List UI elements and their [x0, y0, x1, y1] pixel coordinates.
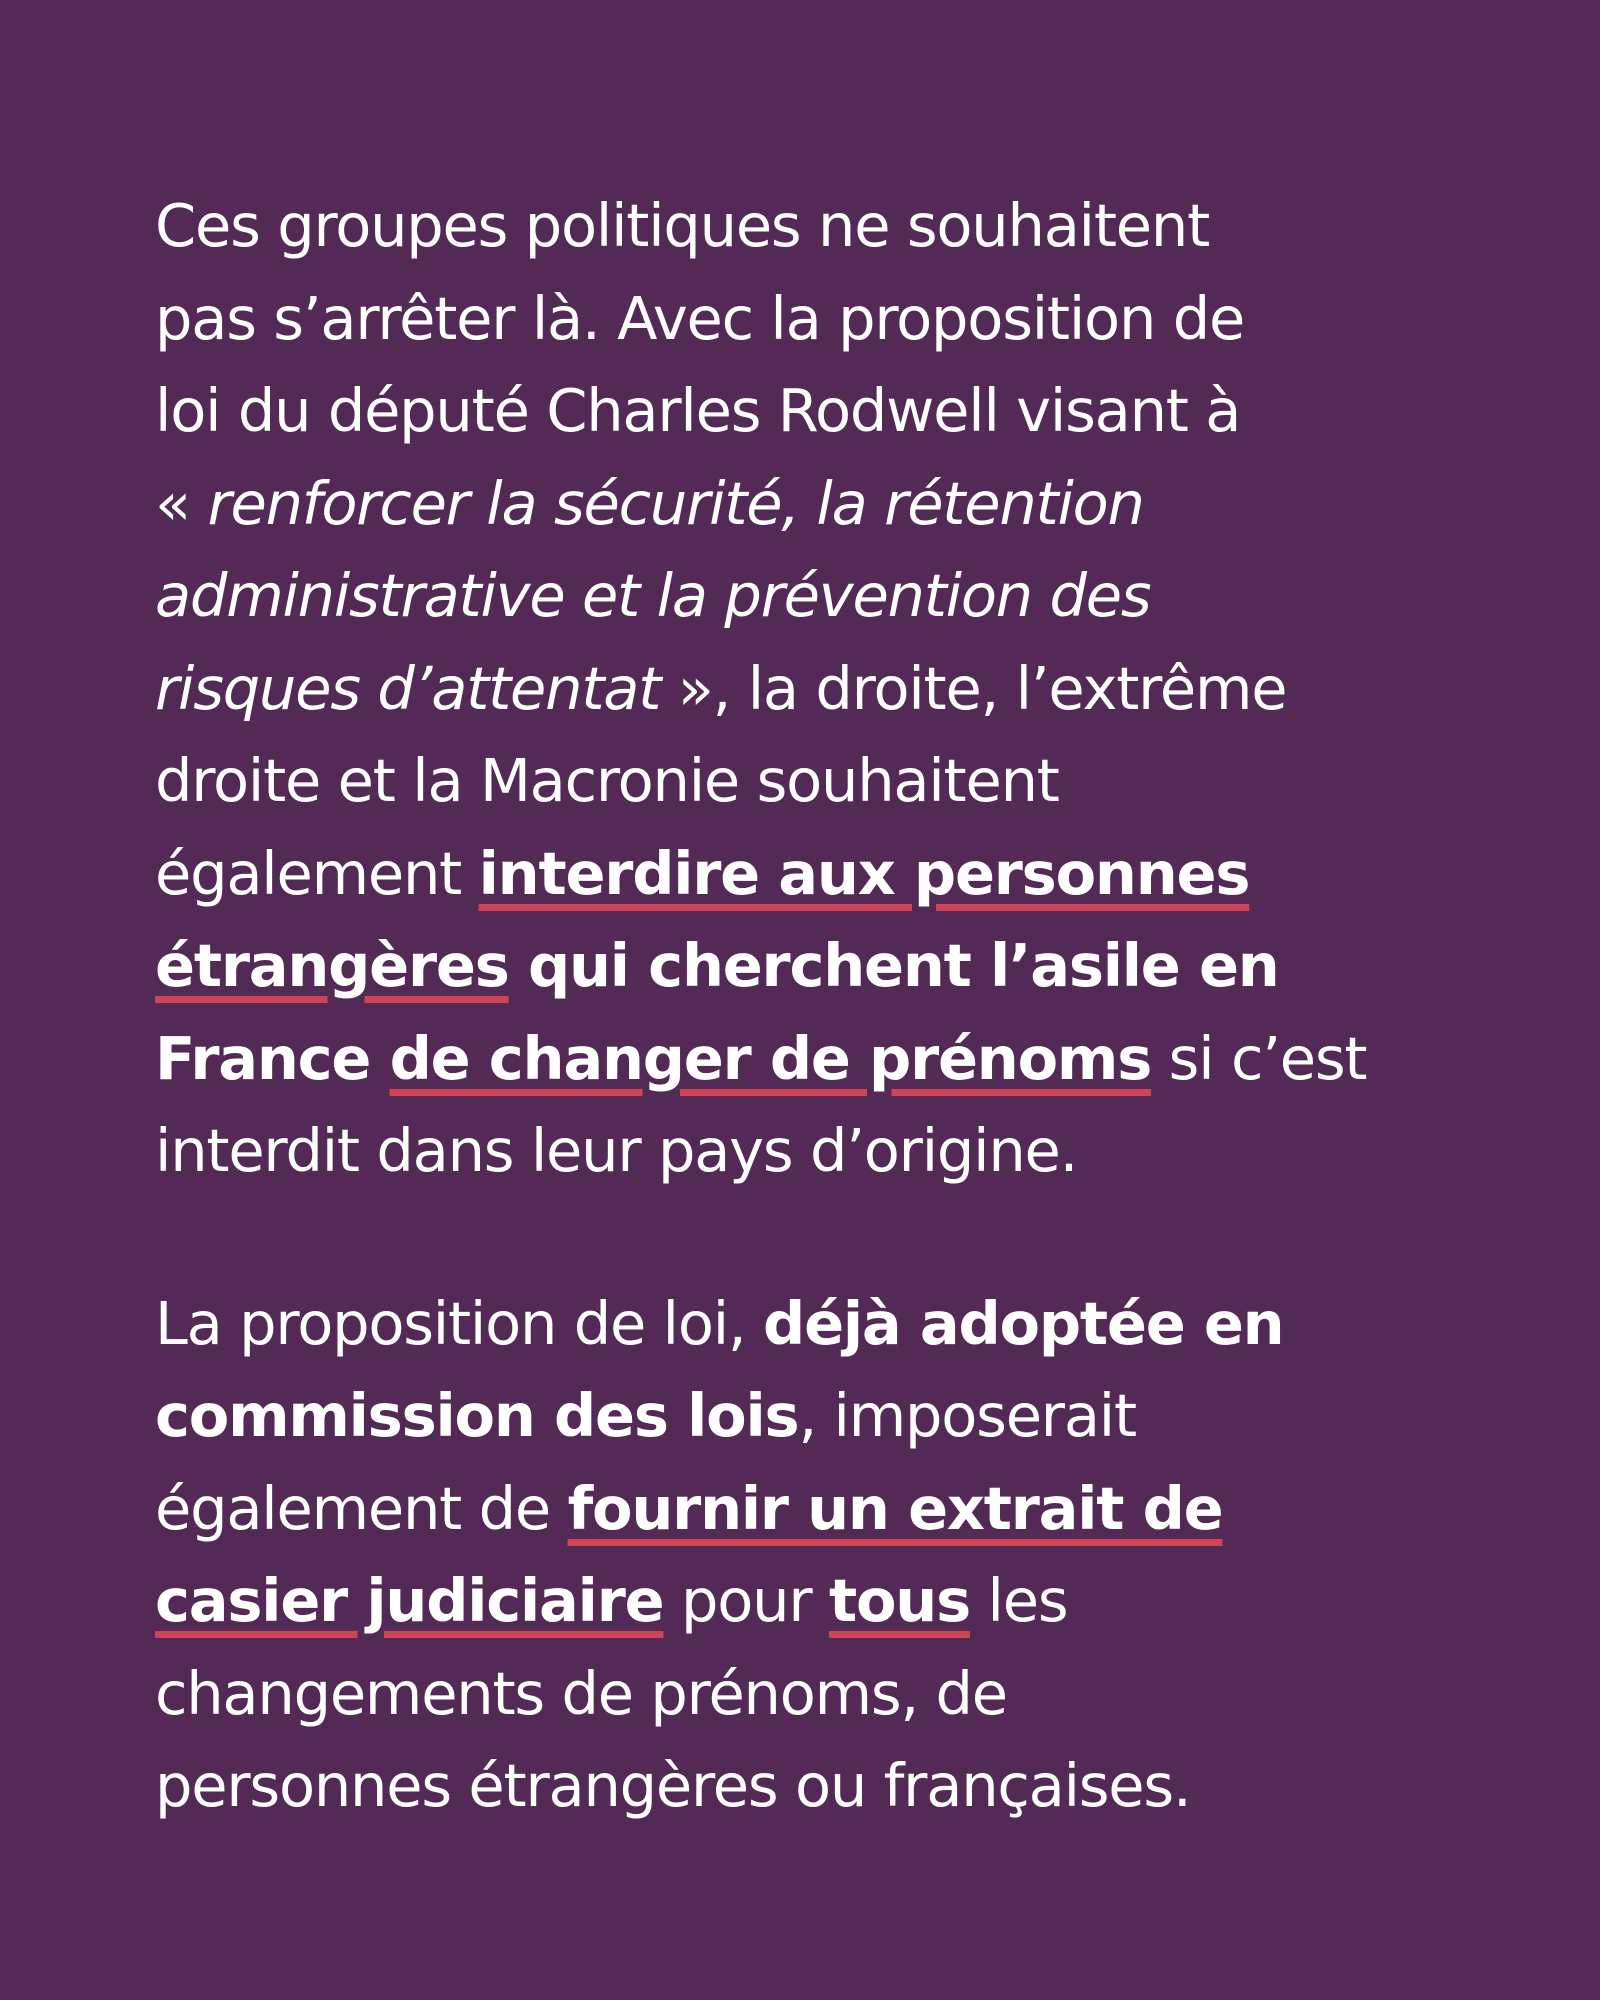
p1-line-3: loi du député Charles Rodwell visant à	[155, 376, 1241, 445]
p1-line-10	[155, 1024, 1366, 1093]
p2-line-1-plain: La proposition de loi,	[155, 1288, 764, 1358]
highlight-etrangeres: étrangères	[155, 931, 509, 1000]
article-text	[155, 180, 1455, 1833]
p2-line-2	[155, 1381, 1136, 1450]
p2-line-4-rest: les	[970, 1566, 1068, 1635]
highlight-extrait: fournir un extrait de	[567, 1473, 1223, 1543]
p2-line-6: personnes étrangères ou françaises.	[155, 1751, 1191, 1820]
p1-line-6	[155, 654, 1286, 723]
highlight-casier: casier judiciaire	[155, 1566, 664, 1635]
p2-line-3	[155, 1474, 1222, 1543]
quoted-text-1: renforcer la sécurité, la rétention	[207, 468, 1144, 538]
highlight-tous: tous	[828, 1566, 970, 1635]
p2-line-2-rest: , imposerait	[798, 1381, 1136, 1450]
p1-line-1: Ces groupes politiques ne souhaitent	[155, 191, 1210, 260]
bold-france: France	[155, 1023, 390, 1093]
p1-line-8-plain: également	[155, 838, 479, 908]
p1-line-9	[155, 931, 1279, 1000]
p1-line-10-rest: si c’est	[1151, 1023, 1367, 1093]
highlight-changer-prenoms: de changer de prénoms	[389, 1023, 1152, 1093]
quoted-text-2: administrative et la prévention des	[155, 561, 1151, 630]
paragraph-2	[155, 1278, 1455, 1833]
p2-line-4	[155, 1566, 1067, 1635]
p2-line-3-plain: également de	[155, 1473, 568, 1543]
p1-line-7: droite et la Macronie souhaitent	[155, 746, 1059, 815]
p1-line-6-rest: », la droite, l’extrême	[660, 653, 1287, 723]
highlight-interdire: interdire aux personnes	[478, 838, 1250, 908]
p1-line-2: pas s’arrêter là. Avec la proposition de	[155, 283, 1245, 353]
p2-line-4-mid: pour	[663, 1566, 829, 1635]
bold-asile: qui cherchent l’asile en	[508, 931, 1279, 1000]
opening-quote: «	[155, 468, 208, 538]
p1-line-8	[155, 839, 1249, 908]
paragraph-1	[155, 180, 1455, 1198]
bold-deja-adoptee: déjà adoptée en	[763, 1288, 1284, 1358]
p1-line-11: interdit dans leur pays d’origine.	[155, 1116, 1078, 1185]
p1-line-4	[155, 469, 1144, 538]
bold-commission: commission des lois	[155, 1381, 799, 1450]
p2-line-5: changements de prénoms, de	[155, 1658, 1007, 1728]
p2-line-1	[155, 1289, 1283, 1358]
quoted-text-3: risques d’attentat	[155, 653, 661, 723]
p1-line-5	[155, 561, 1150, 630]
